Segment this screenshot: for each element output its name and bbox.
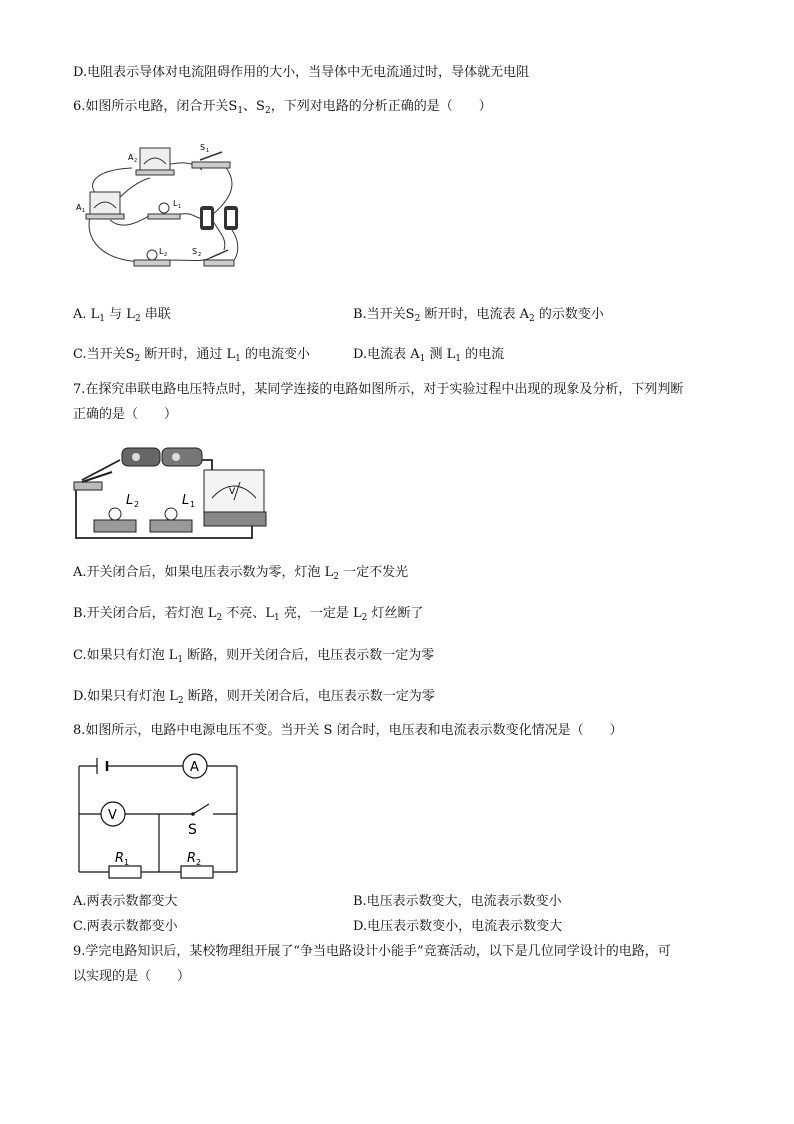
svg-text:R: R: [115, 851, 125, 866]
switch-s2-icon: [204, 250, 234, 266]
q7-circuit-figure: [72, 438, 272, 548]
q9-stem-line1: 9.学完电路知识后，某校物理组开展了“争当电路设计小能手”竞赛活动，以下是几位同学设计的电路，可: [73, 944, 671, 959]
q6-stem: 6.如图所示电路，闭合开关$S_1$、$S_2$，下列对电路的分析正确的是（ ）: [73, 99, 492, 116]
svg-text:S: S: [192, 247, 198, 256]
svg-text:1: 1: [82, 208, 86, 214]
q8-option-b: B.电压表示数变大，电流表示数变小: [353, 894, 562, 909]
svg-text:A: A: [128, 153, 134, 162]
ammeter-a2-icon: [136, 148, 174, 175]
svg-text:2: 2: [134, 500, 140, 509]
q7-option-b: B.开关闭合后，若灯泡 $L_2$ 不亮、$L_1$ 亮，一定是 $L_2$ 灯丝断了: [73, 606, 424, 623]
ammeter-a1-icon: [86, 192, 124, 219]
q7-option-c: C.如果只有灯泡 $L_1$ 断路，则开关闭合后，电压表示数一定为零: [73, 648, 435, 665]
battery-pack-icon: [122, 448, 202, 466]
battery-icon: [200, 206, 238, 230]
q8-stem: 8.如图所示，电路中电源电压不变。当开关 S 闭合时，电压表和电流表示数变化情况是（ ）: [73, 723, 623, 738]
svg-text:2: 2: [196, 858, 202, 867]
q6-option-d: D.电流表 $A_1$ 测 $L_1$ 的电流: [353, 347, 505, 364]
svg-text:L: L: [159, 247, 164, 256]
svg-text:1: 1: [206, 148, 210, 154]
svg-text:A: A: [76, 203, 82, 212]
resistor-r1-icon: [109, 866, 141, 878]
svg-text:V: V: [229, 487, 236, 497]
q8-circuit-figure: [75, 752, 245, 882]
q7-option-a: A.开关闭合后，如果电压表示数为零，灯泡 $L_2$ 一定不发光: [73, 565, 409, 582]
q6-option-c: C.当开关$S_2$ 断开时，通过 $L_1$ 的电流变小: [73, 347, 311, 364]
bulb-l2-icon: [94, 508, 136, 532]
q7-stem-line2: 正确的是（ ）: [73, 407, 178, 422]
battery-icon: [97, 758, 107, 774]
svg-text:V: V: [108, 808, 117, 823]
svg-text:R: R: [187, 851, 197, 866]
q7-option-d: D.如果只有灯泡 $L_2$ 断路，则开关闭合后，电压表示数一定为零: [73, 689, 435, 706]
svg-text:2: 2: [198, 252, 202, 258]
q5-option-d: D.电阻表示导体对电流阻碍作用的大小，当导体中无电流通过时，导体就无电阻: [73, 65, 530, 80]
q6-option-b: B.当开关$S_2$ 断开时，电流表 $A_2$ 的示数变小: [353, 307, 604, 324]
q8-option-c: C.两表示数都变小: [73, 919, 178, 934]
q8-option-d: D.电压表示数变小，电流表示数变大: [353, 919, 563, 934]
svg-text:A: A: [190, 760, 199, 775]
voltmeter-icon: [204, 470, 266, 526]
svg-text:1: 1: [190, 500, 196, 509]
q6-circuit-figure: [72, 140, 252, 280]
svg-text:L: L: [182, 493, 190, 508]
svg-text:1: 1: [178, 204, 182, 210]
resistor-r2-icon: [181, 866, 213, 878]
svg-text:L: L: [173, 199, 178, 208]
bulb-l1-icon: [150, 508, 192, 532]
q6-option-a: A. $L_1$ 与 $L_2$ 串联: [73, 307, 171, 324]
svg-text:2: 2: [164, 252, 168, 258]
q7-stem-line1: 7.在探究串联电路电压特点时，某同学连接的电路如图所示，对于实验过程中出现的现象及分析，下列判断: [73, 382, 684, 397]
svg-text:L: L: [126, 493, 134, 508]
q8-option-a: A.两表示数都变大: [73, 894, 178, 909]
switch-icon: [191, 804, 209, 816]
svg-text:S: S: [200, 143, 206, 152]
svg-text:S: S: [188, 822, 197, 838]
q9-stem-line2: 以实现的是（ ）: [73, 969, 191, 984]
switch-s1-icon: [192, 152, 230, 168]
svg-text:1: 1: [124, 858, 130, 867]
svg-text:2: 2: [134, 158, 138, 164]
